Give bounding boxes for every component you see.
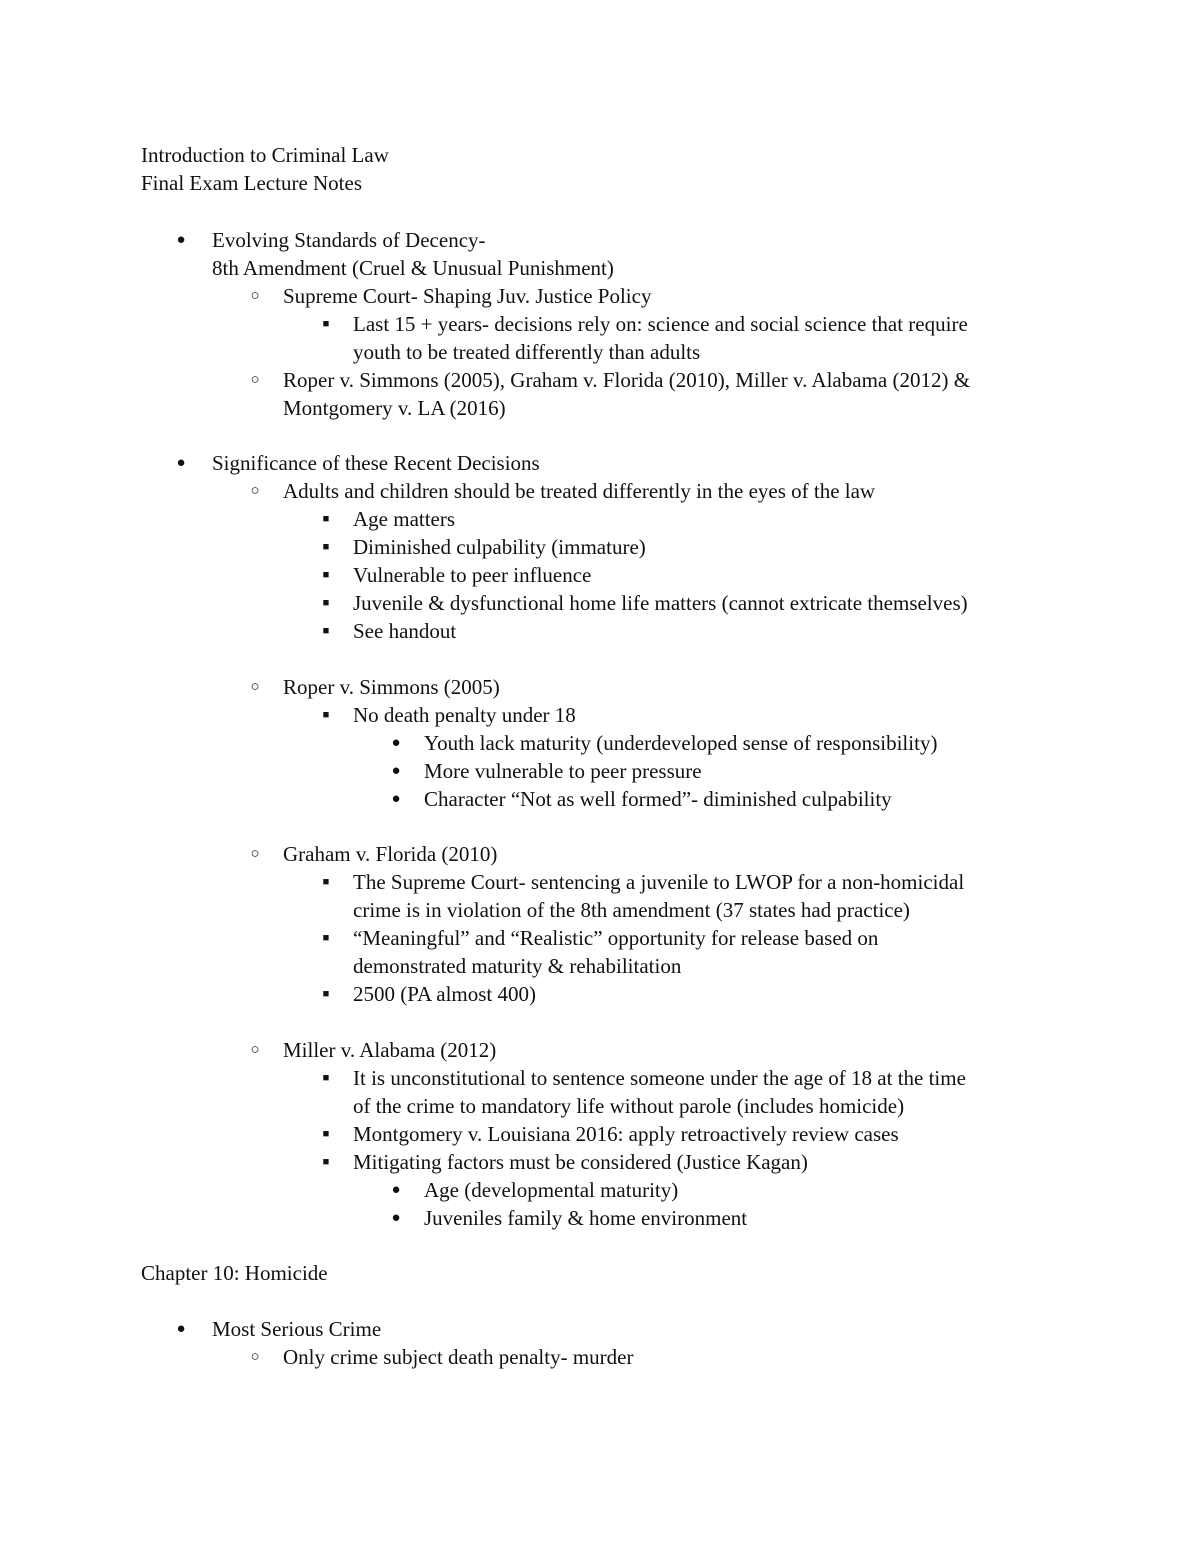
circle-bullet-icon: ○ xyxy=(250,483,260,499)
chapter-heading: Chapter 10: Homicide xyxy=(141,1261,328,1285)
list-item: Vulnerable to peer influence xyxy=(353,563,592,587)
list-item: Adults and children should be treated differently in the eyes of the law xyxy=(283,479,876,503)
square-bullet-icon: ■ xyxy=(322,513,330,525)
square-bullet-icon: ■ xyxy=(322,988,330,1000)
disc-bullet-icon: ● xyxy=(391,1210,401,1226)
square-bullet-icon: ■ xyxy=(322,541,330,553)
section-evolving-standards-title: Evolving Standards of Decency- xyxy=(212,228,486,252)
circle-bullet-icon: ○ xyxy=(250,1349,260,1365)
list-item: Only crime subject death penalty- murder xyxy=(283,1345,634,1369)
list-item: See handout xyxy=(353,619,457,643)
course-title: Introduction to Criminal Law xyxy=(141,143,389,167)
list-item-continuation: youth to be treated differently than adults xyxy=(353,340,701,364)
list-item: It is unconstitutional to sentence someone under the age of 18 at the time xyxy=(353,1066,966,1090)
circle-bullet-icon: ○ xyxy=(250,372,260,388)
list-item: Last 15 + years- decisions rely on: science and social science that require xyxy=(353,312,968,336)
square-bullet-icon: ■ xyxy=(322,932,330,944)
disc-bullet-icon: ● xyxy=(391,1182,401,1198)
square-bullet-icon: ■ xyxy=(322,597,330,609)
square-bullet-icon: ■ xyxy=(322,1156,330,1168)
list-item: Age (developmental maturity) xyxy=(424,1178,679,1202)
disc-bullet-icon: ● xyxy=(391,791,401,807)
disc-bullet-icon: ● xyxy=(176,455,186,471)
list-item-continuation: crime is in violation of the 8th amendment (37 states had practice) xyxy=(353,898,910,922)
section-significance-title: Significance of these Recent Decisions xyxy=(212,451,540,475)
list-item: Juvenile & dysfunctional home life matters (cannot extricate themselves) xyxy=(353,591,968,615)
square-bullet-icon: ■ xyxy=(322,709,330,721)
disc-bullet-icon: ● xyxy=(391,735,401,751)
square-bullet-icon: ■ xyxy=(322,318,330,330)
case-miller-title: Miller v. Alabama (2012) xyxy=(283,1038,497,1062)
list-item: Montgomery v. Louisiana 2016: apply retroactively review cases xyxy=(353,1122,899,1146)
circle-bullet-icon: ○ xyxy=(250,288,260,304)
list-item: Diminished culpability (immature) xyxy=(353,535,646,559)
square-bullet-icon: ■ xyxy=(322,1072,330,1084)
list-item: Juveniles family & home environment xyxy=(424,1206,748,1230)
list-item: Youth lack maturity (underdeveloped sense of responsibility) xyxy=(424,731,938,755)
square-bullet-icon: ■ xyxy=(322,625,330,637)
list-item: Character “Not as well formed”- diminished culpability xyxy=(424,787,892,811)
list-item: Mitigating factors must be considered (Justice Kagan) xyxy=(353,1150,808,1174)
list-item-continuation: demonstrated maturity & rehabilitation xyxy=(353,954,682,978)
document-subtitle: Final Exam Lecture Notes xyxy=(141,171,363,195)
circle-bullet-icon: ○ xyxy=(250,1042,260,1058)
list-item: Most Serious Crime xyxy=(212,1317,382,1341)
list-item-continuation: Montgomery v. LA (2016) xyxy=(283,396,506,420)
disc-bullet-icon: ● xyxy=(391,763,401,779)
list-item: No death penalty under 18 xyxy=(353,703,576,727)
circle-bullet-icon: ○ xyxy=(250,846,260,862)
list-item: “Meaningful” and “Realistic” opportunity for release based on xyxy=(353,926,879,950)
list-item: More vulnerable to peer pressure xyxy=(424,759,702,783)
list-item: Roper v. Simmons (2005), Graham v. Florida (2010), Miller v. Alabama (2012) & xyxy=(283,368,971,392)
disc-bullet-icon: ● xyxy=(176,1321,186,1337)
list-item: Age matters xyxy=(353,507,456,531)
list-item-continuation: of the crime to mandatory life without parole (includes homicide) xyxy=(353,1094,905,1118)
square-bullet-icon: ■ xyxy=(322,876,330,888)
list-item: 2500 (PA almost 400) xyxy=(353,982,536,1006)
case-graham-title: Graham v. Florida (2010) xyxy=(283,842,498,866)
square-bullet-icon: ■ xyxy=(322,1128,330,1140)
section-evolving-standards-subtitle: 8th Amendment (Cruel & Unusual Punishment) xyxy=(212,256,614,280)
disc-bullet-icon: ● xyxy=(176,232,186,248)
case-roper-title: Roper v. Simmons (2005) xyxy=(283,675,500,699)
list-item: Supreme Court- Shaping Juv. Justice Policy xyxy=(283,284,652,308)
square-bullet-icon: ■ xyxy=(322,569,330,581)
circle-bullet-icon: ○ xyxy=(250,679,260,695)
list-item: The Supreme Court- sentencing a juvenile to LWOP for a non-homicidal xyxy=(353,870,965,894)
